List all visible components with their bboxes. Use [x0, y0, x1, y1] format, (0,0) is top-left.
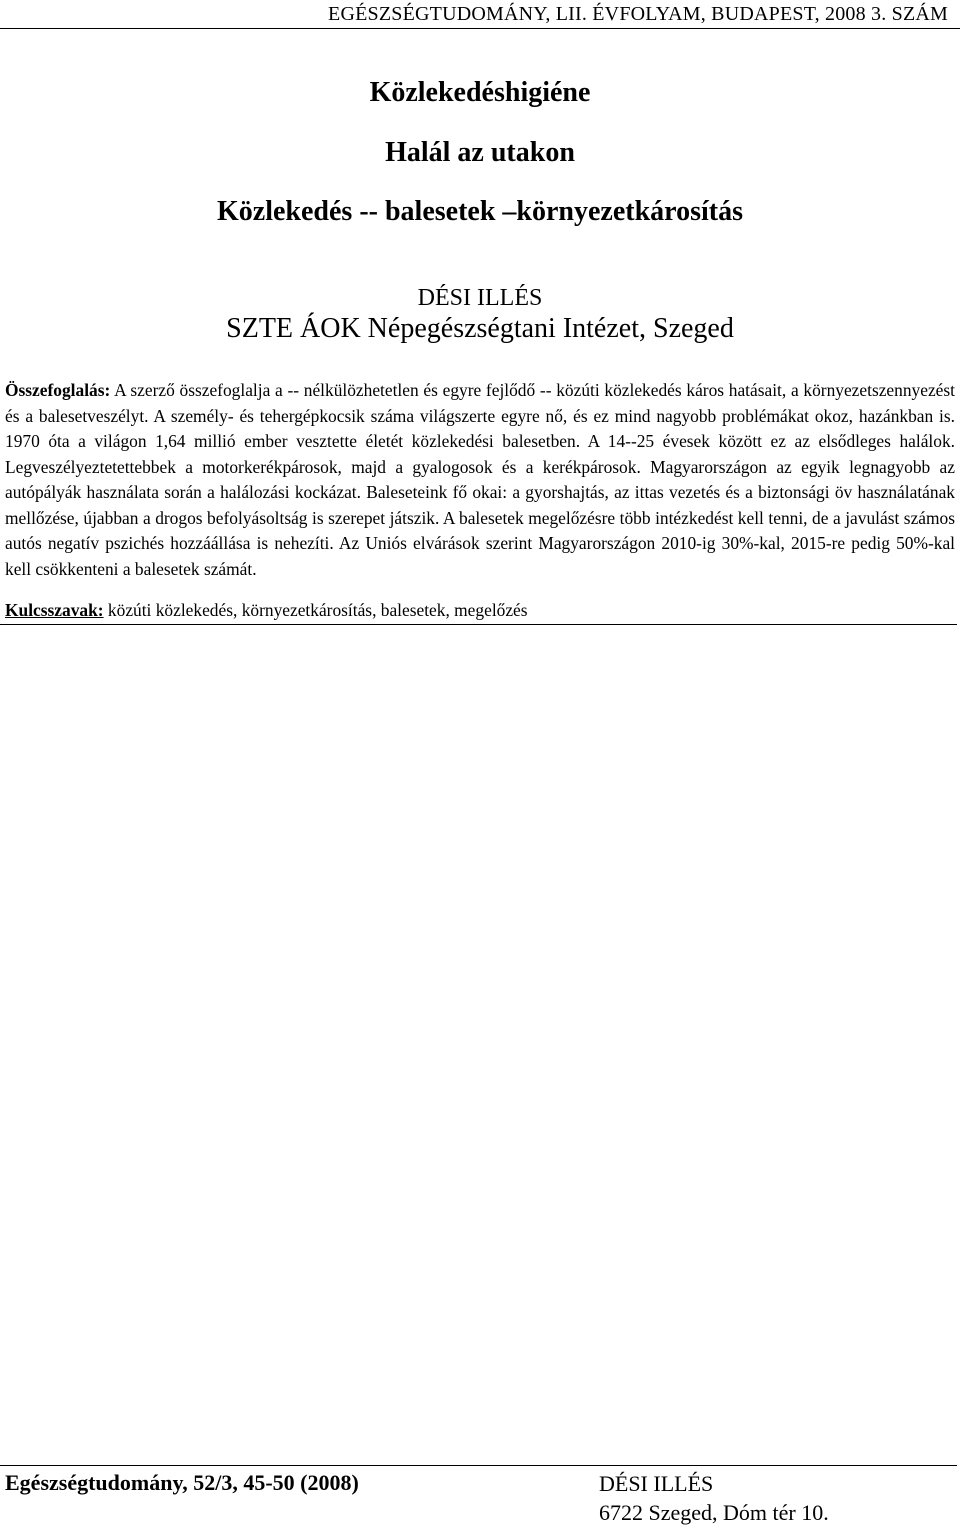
- footer-rule: [0, 1465, 957, 1466]
- footer-address: 6722 Szeged, Dóm tér 10.: [599, 1500, 829, 1525]
- abstract-text: A szerző összefoglalja a -- nélkülözhetetlen és egyre fejlődő -- közúti közlekedés káros hatásait, a környezetszennyezést és a balesetveszélyt. A személy- és tehergépkocsik száma világszerte egyre nő, és ez mind nagyobb problémákat okoz, hazánkban is. 1970 óta a világon 1,64 millió ember vesztette életét közlekedési balesetben. A 14--25 évesek között ez az elsődleges halálok. Legveszélyeztetettebbek a motorkerékpárosok, majd a gyalogosok és a kerékpárosok. Magyarországon az egyik legnagyobb az autópályák használata során a halálozási kockázat. Baleseteink fő okai: a gyorshajtás, az ittas vezetés és a biztonsági öv használatának mellőzése, újabban a drogos befolyásoltság is szerepet játszik. A balesetek megelőzésre több intézkedést kell tenni, de a javulást számos autós negatív pszichés hozzáállása is nehezíti. Az Uniós elvárások szerint Magyarországon 2010-ig 30%-kal, 2015-re pedig 50%-kal kell csökkenteni a balesetek számát.: [5, 380, 955, 579]
- footer-citation: Egészségtudomány, 52/3, 45-50 (2008): [5, 1470, 359, 1495]
- keywords-text: közúti közlekedés, környezetkárosítás, balesetek, megelőzés: [107, 600, 528, 620]
- abstract: [5, 378, 955, 582]
- author-affiliation: SZTE ÁOK Népegészségtani Intézet, Szeged: [226, 313, 734, 344]
- section-title: Közlekedéshigiéne: [369, 77, 591, 108]
- footer-author: DÉSI ILLÉS: [599, 1471, 714, 1496]
- keywords-label: Kulcsszavak:: [5, 600, 104, 620]
- keywords-rule: [0, 624, 957, 625]
- article-subtitle: Közlekedés -- balesetek –környezetkárosítás: [217, 196, 743, 227]
- running-head: EGÉSZSÉGTUDOMÁNY, LII. ÉVFOLYAM, BUDAPEST, 2008 3. SZÁM: [328, 3, 948, 25]
- footer-contact: [599, 1469, 829, 1527]
- keywords: [5, 598, 955, 624]
- abstract-label: Összefoglalás:: [5, 380, 111, 400]
- author-name: DÉSI ILLÉS: [417, 285, 543, 311]
- article-title: Halál az utakon: [385, 137, 575, 168]
- header-rule: [0, 28, 960, 29]
